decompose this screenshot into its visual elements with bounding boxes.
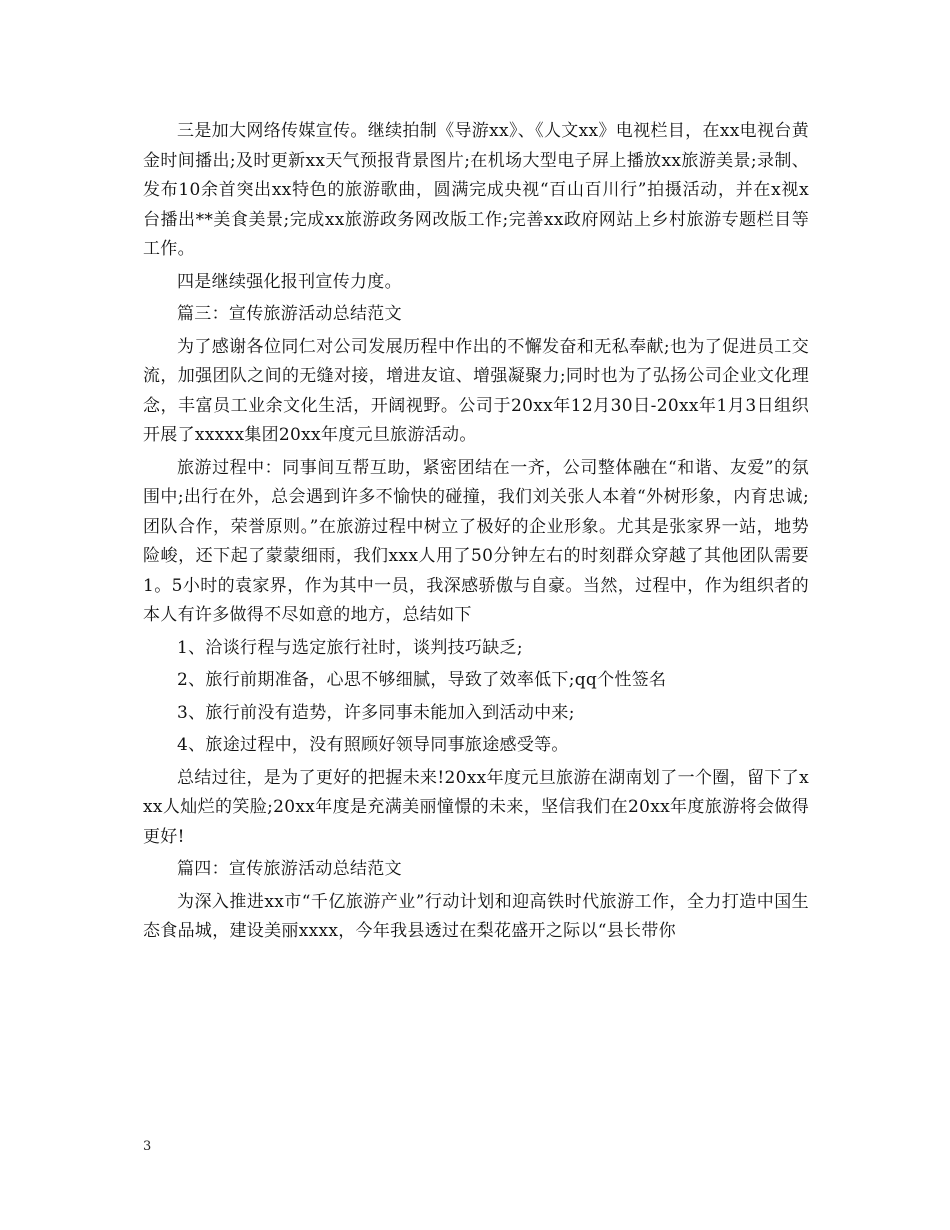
paragraph-print-media: 四是继续强化报刊宣传力度。: [177, 271, 402, 292]
paragraph-travel-process: 旅游过程中：同事间互帮互助，紧密团结在一齐，公司整体融在“和谐、友爱”的氛围中;出行在外，总会遇到许多不愉快的碰撞，我们刘关张人本着“外树形象，内育忠诚;团队合作，荣誉原则。”在旅游过程中树立了极好的企业形象。尤其是张家界一站，地势险峻，还下起了蒙蒙细雨，我们xxx人用了50分钟左右的时刻群众穿越了其他团队需要1。5小时的袁家界，作为其中一员，我深感骄傲与自豪。当然，过程中，作为组织者的本人有许多做得不尽如意的地方，总结如下: [143, 457, 809, 625]
paragraph-tourism-industry: 为深入推进xx市“千亿旅游产业”行动计划和迎高铁时代旅游工作，全力打造中国生态食品城，建设美丽xxxx，今年我县透过在梨花盛开之际以“县长带你: [143, 891, 809, 941]
list-item-4: 4、旅途过程中，没有照顾好领导同事旅途感受等。: [177, 735, 569, 755]
list-item-1: 1、洽谈行程与选定旅行社时，谈判技巧缺乏;: [177, 637, 523, 658]
paragraph-summary: 总结过往，是为了更好的把握未来!20xx年度元旦旅游在湖南划了一个圈，留下了xxx人灿烂的笑脸;20xx年度是充满美丽憧憬的未来，坚信我们在20xx年度旅游将会做得更好!: [143, 767, 809, 847]
paragraph-thanks-intro: 为了感谢各位同仁对公司发展历程中作出的不懈发奋和无私奉献;也为了促进员工交流，加强团队之间的无缝对接，增进友谊、增强凝聚力;同时也为了弘扬公司企业文化理念，丰富员工业余文化生活，开阔视野。公司于20xx年12月30日-20xx年1月3日组织开展了xxxxx集团20xx年度元旦旅游活动。: [143, 336, 809, 445]
section-heading-3: 篇三：宣传旅游活动总结范文: [177, 304, 402, 324]
list-item-2: 2、旅行前期准备，心思不够细腻，导致了效率低下;qq个性签名: [177, 670, 667, 690]
paragraph-network-media: 三是加大网络传媒宣传。继续拍制《导游xx》、《人文xx》电视栏目，在xx电视台黄金时间播出;及时更新xx天气预报背景图片;在机场大型电子屏上播放xx旅游美景;录制、发布10余首突出xx特色的旅游歌曲，圆满完成央视“百山百川行”拍摄活动，并在x视x台播出**美食美景;完成xx旅游政务网改版工作;完善xx政府网站上乡村旅游专题栏目等工作。: [143, 121, 809, 259]
document-body: [143, 117, 809, 947]
list-item-3: 3、旅行前没有造势，许多同事未能加入到活动中来;: [177, 702, 575, 723]
section-heading-4: 篇四：宣传旅游活动总结范文: [177, 859, 402, 879]
page-number: 3: [143, 1139, 152, 1154]
